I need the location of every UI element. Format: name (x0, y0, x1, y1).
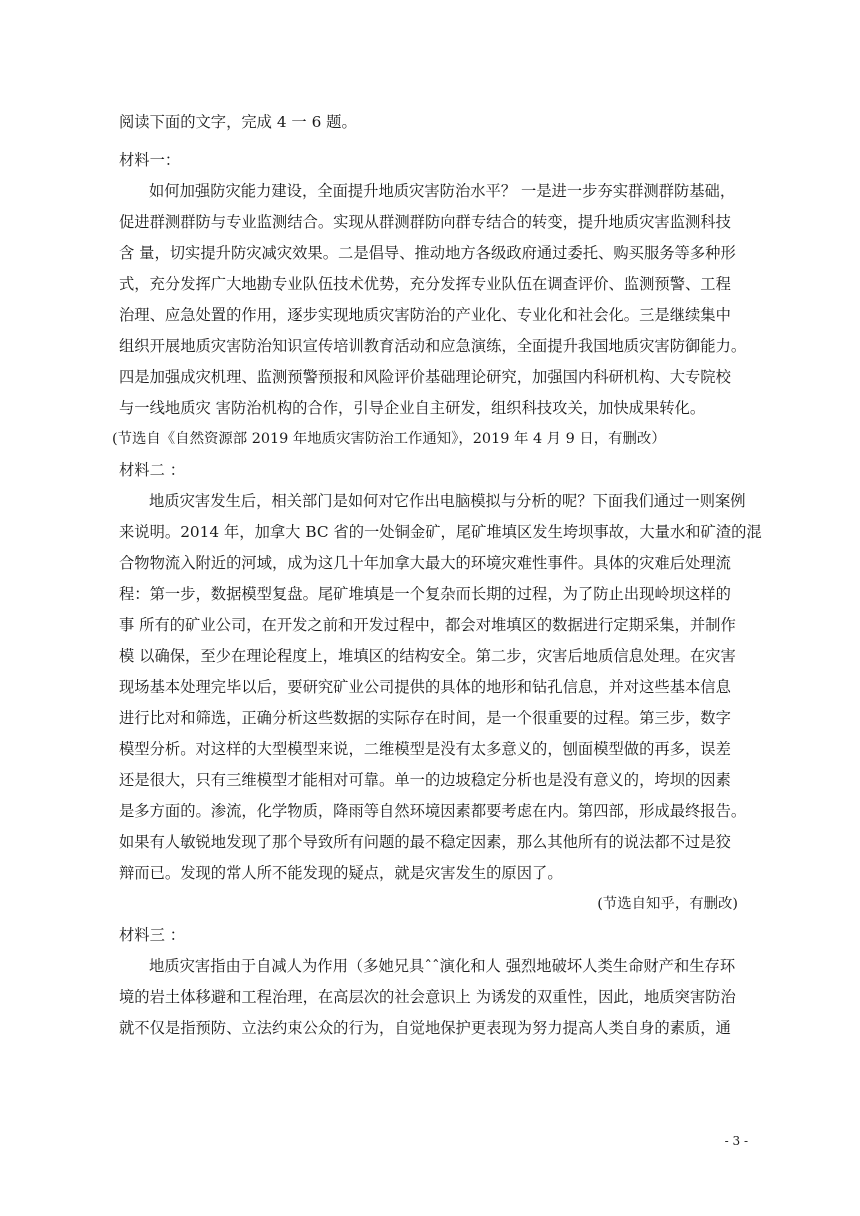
material-2-line: 模型分析。对这样的大型模型来说，二维模型是没有太多意义的，刨面模型做的再多，误差 (119, 740, 731, 758)
material-1-line: 与一线地质灾 害防治机构的合作，引导企业自主研发，组织科技攻关，加快成果转化。 (119, 399, 706, 417)
material-3-label: 材料三 ： (119, 926, 186, 944)
material-1-source: (节选自《自然资源部 2019 年地质灾害防治工作通知》，2019 年 4 月 9 日，有删改） (112, 431, 666, 447)
material-2-line: 是多方面的。渗流，化学物质，降雨等自然环境因素都要考虑在内。第四部，形成最终报告。 (119, 802, 747, 820)
material-1-line: 式，充分发挥广大地勘专业队伍技术优势，充分发挥专业队伍在调查评价、监测预警、工程 (119, 275, 731, 293)
material-1-line: 含 量，切实提升防灾减灾效果。二是倡导、推动地方各级政府通过委托、购买服务等多种形 (119, 244, 736, 262)
material-1-line: 治理、应急处置的作用，逐步实现地质灾害防治的产业化、专业化和社会化。三是继续集中 (119, 306, 731, 324)
material-2-line: 模 以确保，至少在理论程度上，堆填区的结构安全。第二步，灾害后地质信息处理。在灾害 (119, 647, 736, 665)
material-1-line: 组织开展地质灾害防治知识宣传培训教育活动和应急演练，全面提升我国地质灾害防御能力。 (119, 337, 747, 355)
material-3-line: 地质灾害指由于自减人为作用（多她兄具ˆˆ演化和人 强烈地破坏人类生命财产和生存环 (149, 957, 736, 975)
material-2-line: 如果有人敏锐地发现了那个导致所有问题的最不稳定因素，那么其他所有的说法都不过是狡 (119, 833, 731, 851)
material-2-line: 事 所有的矿业公司，在开发之前和开发过程中，都会对堆填区的数据进行定期采集，并制作 (119, 616, 736, 634)
reading-instruction: 阅读下面的文字，完成 4 一 6 题。 (119, 113, 357, 131)
material-2-line: 合物物流入附近的河域，成为这几十年加拿大最大的环境灾难性事件。具体的灾难后处理流 (119, 554, 731, 572)
material-1-line: 促进群测群防与专业监测结合。实现从群测群防向群专结合的转变，提升地质灾害监测科技 (119, 213, 731, 231)
material-1-label: 材料一： (119, 151, 181, 169)
material-2-line: 辩而已。发现的常人所不能发现的疑点，就是灾害发生的原因了。 (119, 864, 563, 882)
material-2-label: 材料二 ： (119, 461, 186, 479)
material-2-line: 来说明。2014 年，加拿大 BC 省的一处铜金矿，尾矿堆填区发生垮坝事故，大量水和矿渣的混 (119, 523, 762, 541)
material-2-source: (节选自知乎，有删改) (597, 896, 738, 912)
material-3-line: 就不仅是指预防、立法约束公众的行为，自觉地保护更表现为努力提高人类自身的素质，通 (119, 1019, 731, 1037)
material-1-line: 四是加强成灾机理、监测预警预报和风险评价基础理论研究，加强国内科研机构、大专院校 (119, 368, 731, 386)
material-3-line: 境的岩土体移避和工程治理，在高层次的社会意识上 为诱发的双重性，因此，地质突害防治 (119, 988, 736, 1006)
material-2-line: 地质灾害发生后，相关部门是如何对它作出电脑模拟与分析的呢？下面我们通过一则案例 (149, 492, 746, 510)
material-1-line: 如何加强防灾能力建设，全面提升地质灾害防治水平？ 一是进一步夯实群测群防基础， (149, 182, 736, 200)
material-2-line: 程：第一步，数据模型复盘。尾矿堆填是一个复杂而长期的过程，为了防止出现岭坝这样的 (119, 585, 731, 603)
material-2-line: 现场基本处理完毕以后，要研究矿业公司提供的具体的地形和钻孔信息，并对这些基本信息 (119, 678, 731, 696)
material-2-line: 还是很大，只有三维模型才能相对可靠。单一的边坡稳定分析也是没有意义的，垮坝的因素 (119, 771, 731, 789)
page-number: - 3 - (724, 1134, 748, 1148)
material-2-line: 进行比对和筛选，正确分析这些数据的实际存在时间，是一个很重要的过程。第三步，数字 (119, 709, 731, 727)
